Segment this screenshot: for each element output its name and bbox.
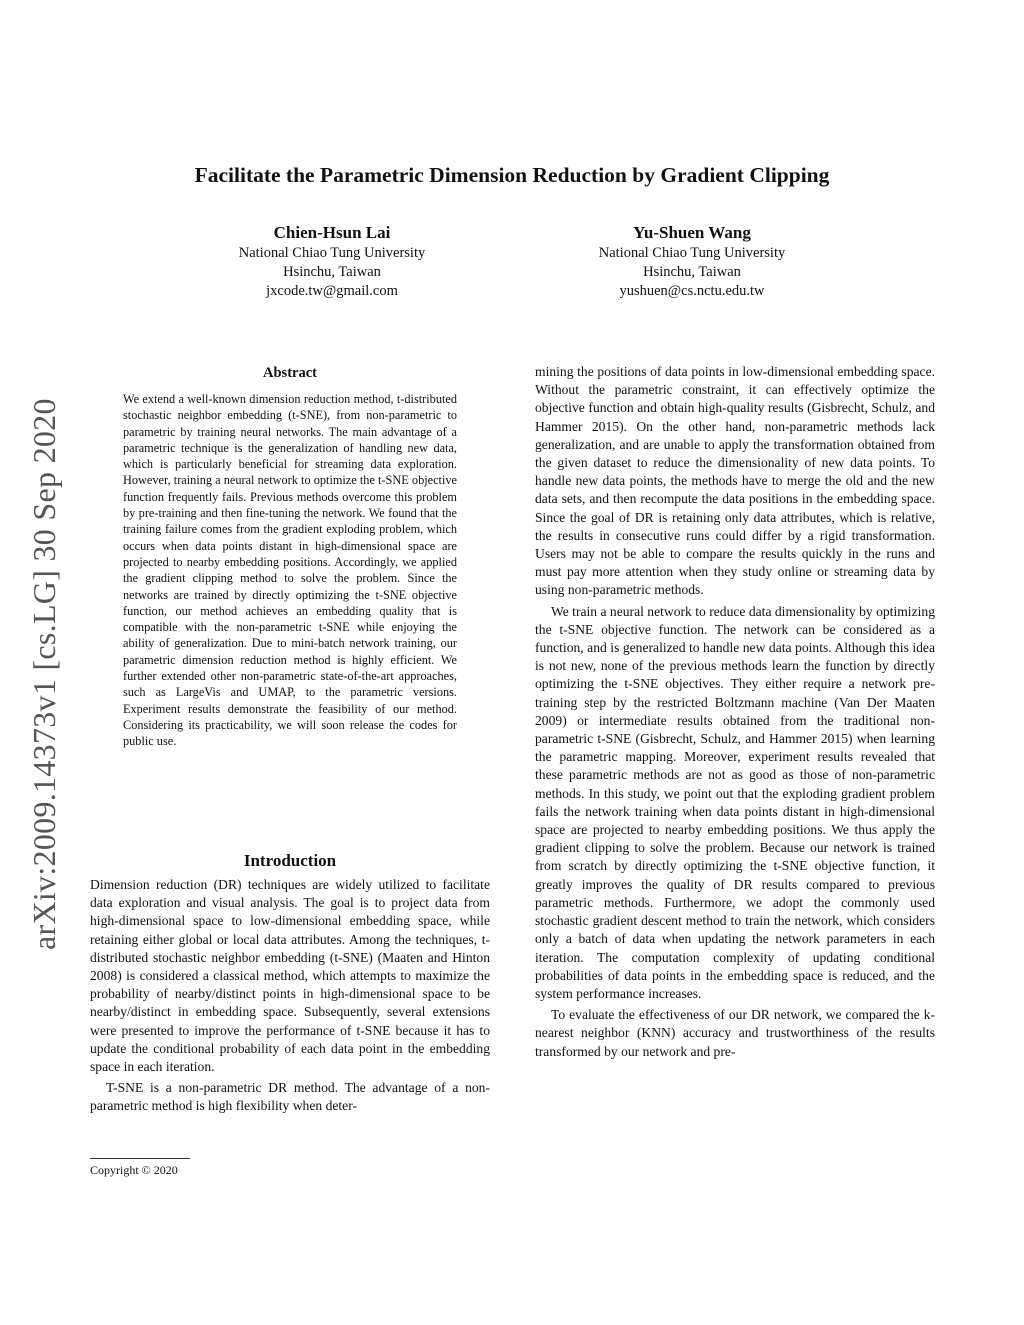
arxiv-identifier-text: arXiv:2009.14373v1 [cs.LG] 30 Sep 2020 (26, 398, 62, 950)
left-column-text (90, 876, 490, 1116)
paper-title: Facilitate the Parametric Dimension Reduction by Gradient Clipping (194, 163, 830, 187)
copyright-notice: Copyright © 2020 (90, 1163, 178, 1177)
body-paragraph: Dimension reduction (DR) techniques are widely utilized to facilitate data exploration and visual analysis. The goal is to project data from high-dimensional space to low-dimensional embedding space, while retaining either global or local data attributes. Among the techniques, t-distributed stochastic neighbor embedding (t-SNE) (Maaten and Hinton 2008) is considered a classical method, which attempts to maximize the probability of nearby/distinct points in high-dimensional space to be nearby/distinct in embedding space. Subsequently, several extensions were presented to improve the performance of t-SNE because it has to update the conditional probability of each data point in the embedding space in each iteration. (90, 877, 490, 1075)
author-block-2 (522, 222, 862, 301)
author-affiliation: National Chiao Tung University (598, 245, 786, 261)
author-block-1 (162, 222, 502, 301)
arxiv-identifier-stamp (22, 350, 66, 950)
abstract-body (123, 391, 457, 750)
body-paragraph: mining the positions of data points in low-dimensional embedding space. Without the parametric constraint, it can effectively optimize the objective function and obtain high-quality results (Gisbrecht, Schulz, and Hammer 2015). On the other hand, non-parametric methods lack generalization, and are unable to apply the transformation obtained from the given dataset to reduce the dimensionality of new data points. To handle new data points, the methods have to merge the old and the new data sets, and then recompute the data positions in the embedding space. Since the goal of DR is retaining only data attributes, which is relative, the results in consecutive runs could differ by a rigid transformation. Users may not be able to compare the results quickly in the runs and must pay more attention when they study online or streaming data by using non-parametric methods. (535, 364, 935, 598)
author-location: Hsinchu, Taiwan (643, 264, 741, 280)
abstract-paragraph: We extend a well-known dimension reduction method, t-distributed stochastic neighbor embedding (t-SNE), from non-parametric to parametric by training neural networks. The main advantage of a parametric technique is the generalization of handling new data, which is particularly beneficial for streaming data exploration. However, training a neural network to optimize the t-SNE objective function frequently fails. Previous methods overcome this problem by pre-training and then fine-tuning the network. We found that the training failure comes from the gradient exploding problem, which occurs when data points distant in high-dimensional space are projected to nearby embedding positions. Accordingly, we applied the gradient clipping method to solve the problem. Since the networks are trained by directly optimizing the t-SNE objective function, our method achieves an embedding quality that is compatible with the non-parametric t-SNE while enjoying the ability of generalization. Due to mini-batch network training, our parametric dimension reduction method is highly efficient. We further extended other non-parametric state-of-the-art approaches, such as LargeVis and UMAP, to the parametric versions. Experiment results demonstrate the feasibility of our method. Considering its practicability, we will soon release the codes for public use. (123, 392, 457, 749)
author-location: Hsinchu, Taiwan (283, 264, 381, 280)
author-email: jxcode.tw@gmail.com (266, 283, 398, 299)
abstract-heading: Abstract (263, 365, 317, 381)
footnote-divider (90, 1158, 190, 1159)
author-name: Chien-Hsun Lai (273, 223, 391, 242)
introduction-heading: Introduction (243, 851, 337, 870)
body-paragraph: T-SNE is a non-parametric DR method. The advantage of a non-parametric method is high flexibility when deter- (90, 1080, 490, 1114)
body-paragraph: To evaluate the effectiveness of our DR network, we compared the k-nearest neighbor (KNN) accuracy and trustworthiness of the results transformed by our network and pre- (535, 1007, 935, 1059)
author-name: Yu-Shuen Wang (633, 223, 751, 242)
body-paragraph: We train a neural network to reduce data dimensionality by optimizing the t-SNE objective function. The network can be considered as a function, and is generalized to handle new data points. Although this idea is not new, none of the previous methods learn the function by directly optimizing the t-SNE objectives. They either require a network pre-training step by the restricted Boltzmann machine (Van Der Maaten 2009) or intermediate results obtained from the traditional non-parametric t-SNE (Gisbrecht, Schulz, and Hammer 2015) when learning the parametric mapping. Moreover, experiment results revealed that these parametric methods are not as good as those of non-parametric methods. In this study, we point out that the exploding gradient problem fails the network training when data points distant in high-dimensional space are projected to nearby embedding positions. We thus apply the gradient clipping to solve the problem. Because our network is trained from scratch by directly optimizing the t-SNE objective function, it greatly improves the quality of DR results compared to previous parametric methods. Furthermore, we adopt the commonly used stochastic gradient descent method to train the network, which considers only a batch of data when updating the network parameters in each iteration. The computation complexity of updating conditional probabilities of data points in the embedding space is reduced, and the system performance increases. (535, 603, 935, 1001)
author-email: yushuen@cs.nctu.edu.tw (619, 283, 765, 299)
right-column-text (535, 363, 935, 1061)
author-affiliation: National Chiao Tung University (238, 245, 426, 261)
